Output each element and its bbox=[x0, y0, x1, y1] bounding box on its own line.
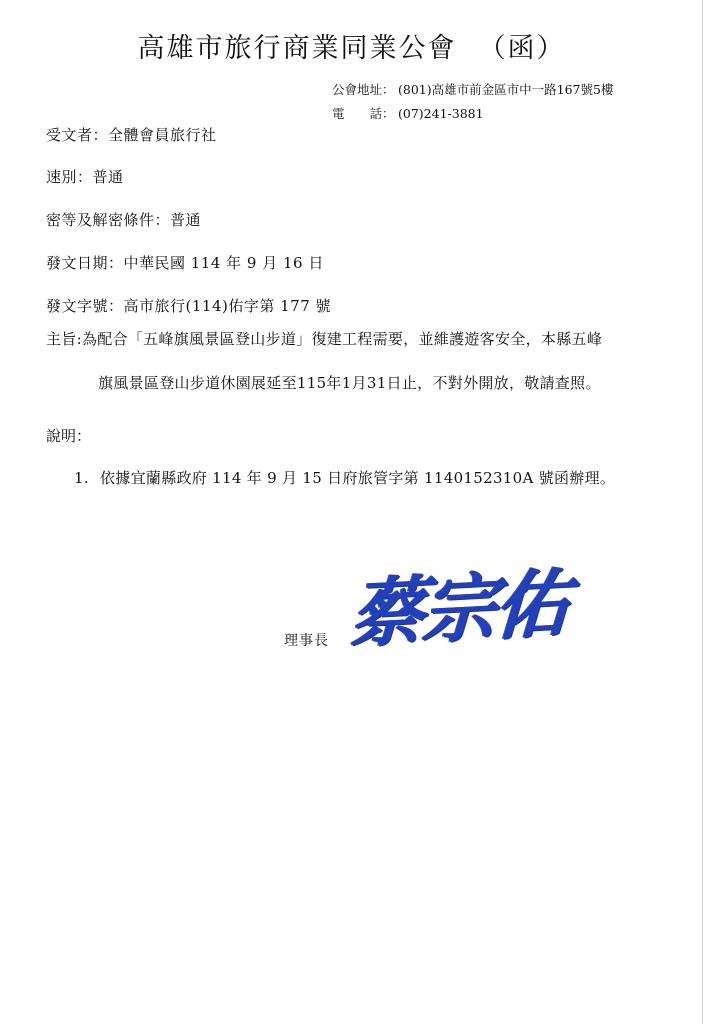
chairman-title: 理事長 bbox=[284, 633, 329, 649]
issue-date-line: 發文日期：中華民國 114 年 9 月 16 日 bbox=[46, 254, 324, 272]
secrecy-line: 密等及解密條件：普通 bbox=[46, 211, 202, 229]
association-name: 高雄市旅行商業同業公會 bbox=[137, 33, 457, 64]
speed-line: 速別：普通 bbox=[46, 168, 124, 186]
chairman-signature: 蔡宗佑 bbox=[347, 560, 570, 658]
document-number-line: 發文字號：高市旅行(114)佑字第 177 號 bbox=[46, 297, 332, 315]
association-address bbox=[332, 80, 613, 98]
subject-line-1: 主旨:為配合「五峰旗風景區登山步道」復建工程需要，並維護遊客安全，本縣五峰 bbox=[46, 330, 603, 348]
explanation-item-text: 依據宜蘭縣政府 114 年 9 月 15 日府旅管字第 1140152310A 號函辦理。 bbox=[100, 469, 616, 487]
address-value: (801)高雄市前金區市中一路167號5樓 bbox=[398, 82, 614, 97]
association-phone bbox=[332, 104, 484, 122]
subject-line-2: 旗風景區登山步道休園展延至115年1月31日止，不對外開放，敬請查照。 bbox=[98, 374, 601, 392]
recipient-line: 受文者：全體會員旅行社 bbox=[46, 126, 217, 144]
letter-type: （函） bbox=[478, 33, 566, 64]
explanation-item-number: 1. bbox=[74, 469, 89, 487]
explanation-item bbox=[74, 467, 615, 488]
address-label: 公會地址： bbox=[332, 82, 395, 97]
document-title bbox=[0, 26, 703, 65]
explanation-heading: 說明： bbox=[46, 427, 92, 445]
phone-value: (07)241-3881 bbox=[398, 106, 484, 121]
phone-label: 電 話： bbox=[332, 106, 395, 121]
